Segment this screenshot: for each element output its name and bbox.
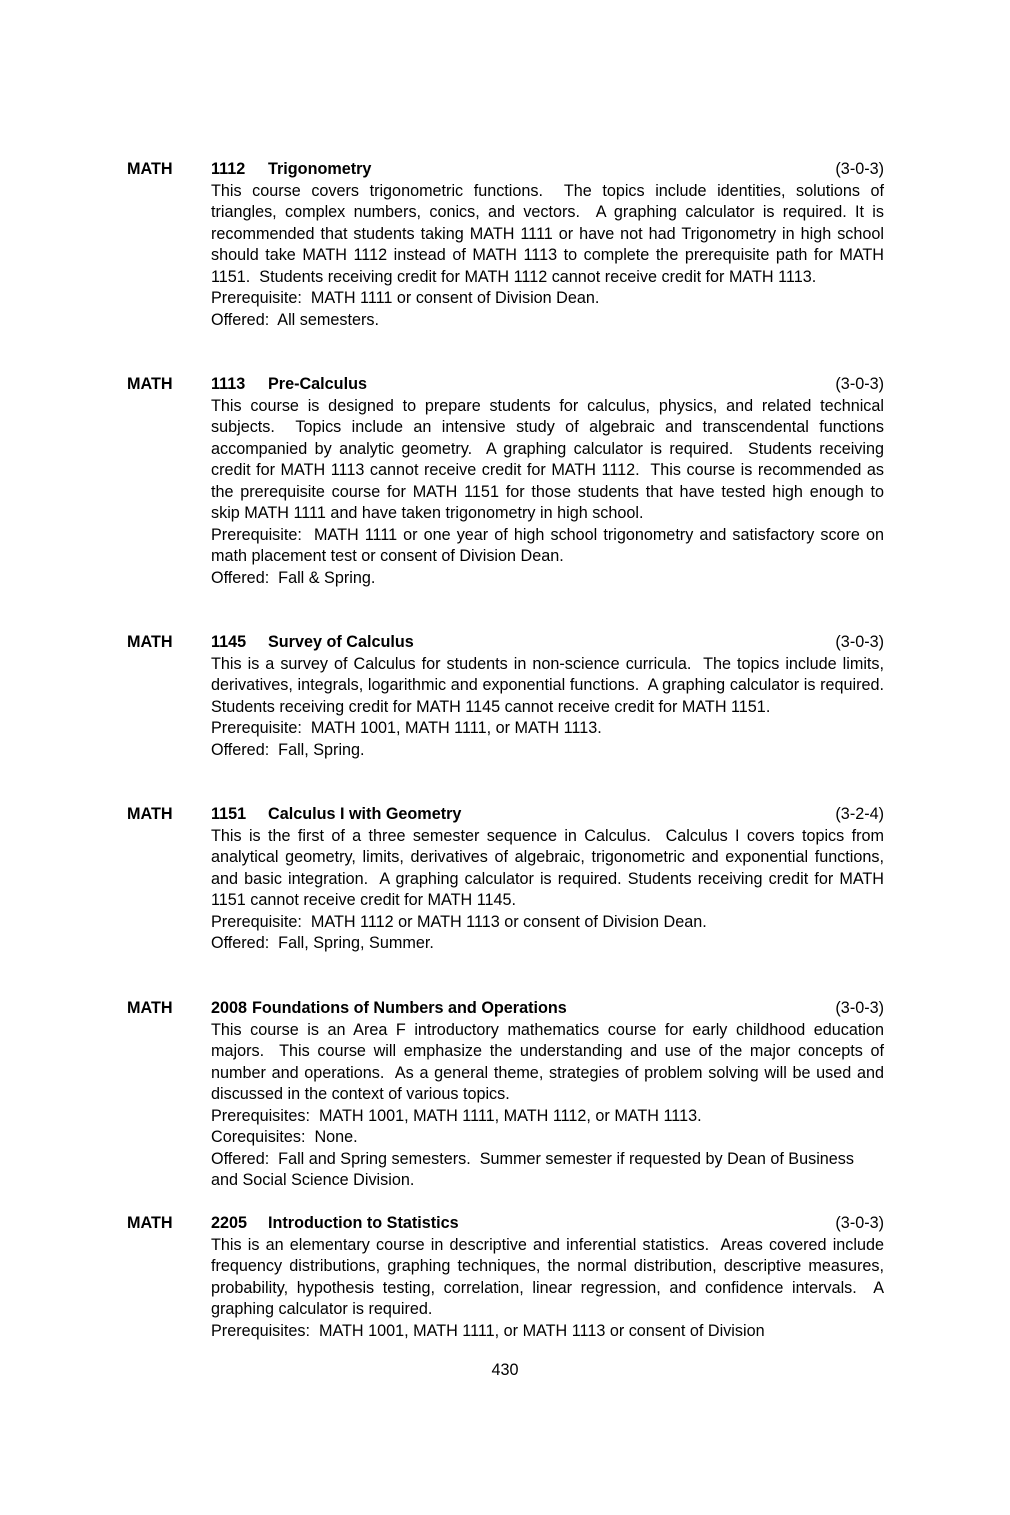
course-number: 1113 bbox=[211, 375, 246, 393]
course-subject: MATH bbox=[127, 160, 173, 178]
course-body bbox=[211, 654, 893, 762]
course-title: Calculus I with Geometry bbox=[268, 805, 462, 823]
course-entry-math-1151 bbox=[127, 804, 889, 955]
course-description: This is a survey of Calculus for students in non-science curricula. The topics include limits, derivatives, integrals, logarithmic and exponential functions. A graphing calculator is required. Students receiving credit for MATH 1145 cannot receive credit for MATH 1151. bbox=[211, 654, 893, 716]
course-header bbox=[127, 374, 884, 396]
course-subject: MATH bbox=[127, 633, 173, 651]
course-prerequisite: Prerequisite: MATH 1112 or MATH 1113 or consent of Division Dean. bbox=[211, 912, 707, 931]
course-subject: MATH bbox=[127, 1214, 173, 1232]
course-prerequisite: Prerequisites: MATH 1001, MATH 1111, or MATH 1113 or consent of Division bbox=[211, 1321, 765, 1340]
course-number: 1151 bbox=[211, 805, 247, 823]
course-credits: (3-0-3) bbox=[835, 633, 884, 651]
course-corequisite: Corequisites: None. bbox=[211, 1128, 358, 1146]
course-credits: (3-0-3) bbox=[835, 1214, 884, 1232]
course-credits: (3-2-4) bbox=[835, 805, 884, 823]
course-number: 1145 bbox=[211, 633, 247, 651]
course-entry-math-1145 bbox=[127, 632, 893, 761]
course-body bbox=[211, 1020, 889, 1192]
course-number: 1112 bbox=[211, 160, 246, 178]
course-entry-math-2205 bbox=[127, 1213, 889, 1342]
course-header bbox=[127, 1213, 884, 1235]
course-number: 2205 bbox=[211, 1214, 248, 1232]
course-description: This is an elementary course in descriptive and inferential statistics. Areas covered include frequency distributions, graphing techniques, the normal distribution, descriptive measures, probability, hypothesis testing, correlation, linear regression, and confidence intervals. A graphing calculator is required. bbox=[211, 1235, 889, 1318]
course-title: Pre-Calculus bbox=[268, 375, 367, 393]
course-entry-math-1112 bbox=[127, 159, 889, 331]
course-offered: Offered: Fall, Spring. bbox=[211, 740, 365, 759]
course-subject: MATH bbox=[127, 805, 173, 823]
course-description: This course is designed to prepare students for calculus, physics, and related technical subjects. Topics include an intensive study of algebraic and transcendental functions accompanied by analytic geometry. A graphing calculator is required. Students receiving credit for MATH 1113 cannot receive credit for MATH 1112. This course is recommended as the prerequisite course for MATH 1151 for those students that have tested high enough to skip MATH 1111 and have taken trigonometry in high school. bbox=[211, 396, 889, 522]
course-offered: Offered: Fall, Spring, Summer. bbox=[211, 934, 434, 952]
course-body bbox=[211, 396, 889, 590]
course-header bbox=[127, 632, 884, 654]
course-description: This course is an Area F introductory mathematics course for early childhood education majors. This course will emphasize the understanding and use of the major concepts of number and operations. As a general theme, strategies of problem solving will be used and discussed in the context of various topics. bbox=[211, 1020, 889, 1103]
page-number: 430 bbox=[491, 1361, 519, 1379]
course-title: Foundations of Numbers and Operations bbox=[252, 999, 567, 1017]
course-header bbox=[127, 804, 884, 826]
course-body bbox=[211, 826, 889, 955]
course-prerequisite: Prerequisites: MATH 1001, MATH 1111, MATH 1112, or MATH 1113. bbox=[211, 1106, 702, 1125]
course-credits: (3-0-3) bbox=[835, 375, 884, 393]
course-header bbox=[127, 159, 884, 181]
course-header bbox=[127, 998, 884, 1020]
course-title: Trigonometry bbox=[268, 160, 372, 178]
course-number: 2008 bbox=[211, 999, 248, 1017]
course-prerequisite: Prerequisite: MATH 1001, MATH 1111, or MATH 1113. bbox=[211, 719, 602, 737]
course-credits: (3-0-3) bbox=[835, 999, 884, 1017]
course-offered: Offered: All semesters. bbox=[211, 310, 379, 329]
course-body bbox=[211, 181, 889, 332]
course-description: This is the first of a three semester sequence in Calculus. Calculus I covers topics from analytical geometry, limits, derivatives of algebraic, trigonometric and exponential functions, and basic integration. A graphing calculator is required. Students receiving credit for MATH 1151 cannot receive credit for MATH 1145. bbox=[211, 826, 889, 909]
course-entry-math-2008 bbox=[127, 998, 889, 1192]
course-title: Introduction to Statistics bbox=[268, 1214, 459, 1232]
course-credits: (3-0-3) bbox=[835, 160, 884, 178]
course-description: This course covers trigonometric functions. The topics include identities, solutions of triangles, complex numbers, conics, and vectors. A graphing calculator is required. It is recommended that students taking MATH 1111 or have not had Trigonometry in high school should take MATH 1112 instead of MATH 1113 to complete the prerequisite path for MATH 1151. Students receiving credit for MATH 1112 cannot receive credit for MATH 1113. bbox=[211, 181, 889, 286]
course-prerequisite: Prerequisite: MATH 1111 or one year of high school trigonometry and satisfactory score on math placement test or consent of Division Dean. bbox=[211, 525, 889, 565]
course-subject: MATH bbox=[127, 999, 173, 1017]
course-prerequisite: Prerequisite: MATH 1111 or consent of Division Dean. bbox=[211, 289, 600, 307]
course-offered: Offered: Fall and Spring semesters. Summer semester if requested by Dean of Business and Social Science Division. bbox=[211, 1149, 859, 1189]
course-subject: MATH bbox=[127, 375, 173, 393]
course-body bbox=[211, 1235, 889, 1343]
course-entry-math-1113 bbox=[127, 374, 889, 589]
course-offered: Offered: Fall & Spring. bbox=[211, 568, 376, 587]
course-title: Survey of Calculus bbox=[268, 633, 414, 651]
